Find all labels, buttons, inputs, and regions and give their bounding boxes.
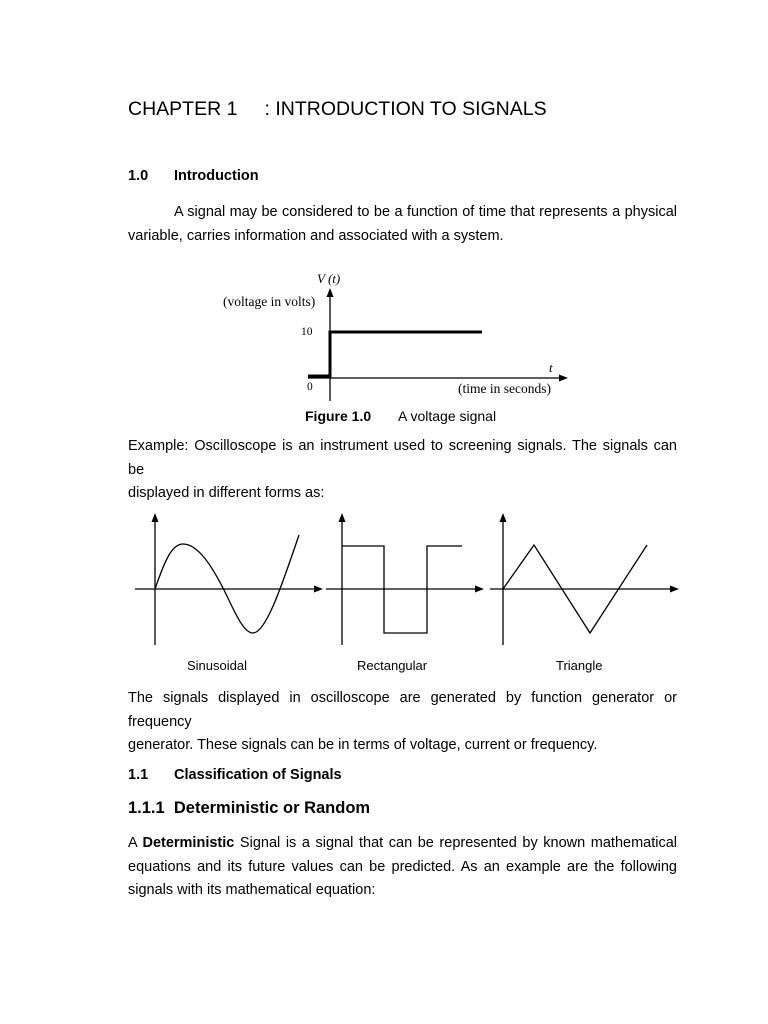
section-title: Introduction [174,168,259,184]
triangle-x-axis-arrow [670,586,679,593]
figure1-caption-text: A voltage signal [398,408,497,424]
rectangular-x-axis-arrow [475,586,484,593]
section-number: 1.1 [128,767,149,783]
subsection-heading: 1.1.1 Deterministic or Random [128,799,371,817]
intro-line-2: variable, carries information and associated with a system. [128,227,504,244]
deterministic-line-1-rest: Signal is a signal that can be represented by known mathematical [234,835,678,851]
figure1-step-signal [308,332,482,376]
sinusoidal-curve [155,535,299,633]
chapter-number: CHAPTER 1 [128,98,238,120]
section-number: 1.0 [128,168,149,184]
deterministic-line-3: signals with its mathematical equation: [128,882,376,898]
figure1-caption-number: Figure 1.0 [305,408,372,424]
sinusoidal-x-axis-arrow [314,586,323,593]
section-title: Classification of Signals [174,767,342,783]
sinusoidal-caption: Sinusoidal [187,658,247,673]
figure1-y-axis-label: V (t) [317,271,341,286]
triangle-caption: Triangle [556,658,603,673]
figure1-x-axis-arrow [559,375,568,382]
example-line-2: displayed in different forms as: [128,485,325,501]
intro-line-1: A signal may be considered to be a function of time that represents a physical [174,204,677,220]
figure1-y-tick-10: 10 [301,326,313,338]
figure1-origin-label: 0 [307,381,313,393]
chapter-name: : INTRODUCTION TO SIGNALS [264,98,547,120]
figure1-x-axis-label: t [549,360,553,375]
figure1-y-axis-arrow [327,288,334,297]
triangle-y-axis-arrow [500,513,507,522]
figure1-x-axis-description: (time in seconds) [458,381,551,396]
rectangular-y-axis-arrow [339,513,346,522]
rectangular-caption: Rectangular [357,658,428,673]
example-line-1: Example: Oscilloscope is an instrument used to screening signals. The signals can be [128,438,677,478]
sinusoidal-waveform [135,513,323,645]
figure1-y-axis-description: (voltage in volts) [223,294,316,309]
deterministic-line-2: equations and its future values can be predicted. As an example are the following [128,858,677,875]
figure1-voltage-plot [308,288,568,401]
sinusoidal-y-axis-arrow [152,513,159,522]
deterministic-prefix: A [128,835,143,851]
rectangular-waveform [326,513,484,645]
deterministic-term: Deterministic [142,835,235,851]
generator-line-1: The signals displayed in oscilloscope are generated by function generator or frequency [128,690,677,730]
generator-line-2: generator. These signals can be in terms of voltage, current or frequency. [128,737,598,753]
triangle-waveform [490,513,679,645]
